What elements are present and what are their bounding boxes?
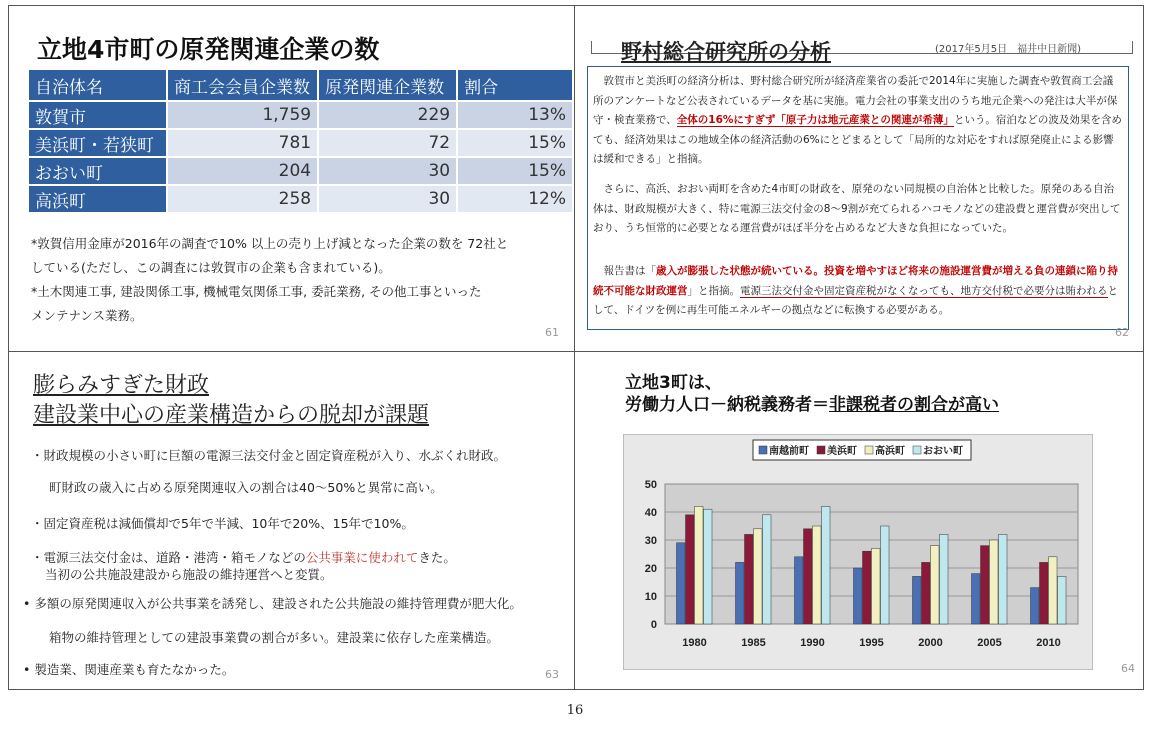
table-row (29, 102, 574, 128)
bar (745, 534, 754, 624)
bar (872, 548, 881, 624)
table-row (29, 186, 574, 212)
bar (763, 515, 772, 624)
bullet-subitem: 当初の公共施設建設から施設の維持運営へと変質。 (45, 567, 333, 582)
footnote-line: メンテナンス業務。 (31, 308, 143, 323)
ratio-cell: 13% (458, 102, 574, 128)
members-cell: 1,759 (168, 102, 319, 128)
subtitle-emphasis: 非課税者の割合が高い (829, 395, 999, 415)
paragraph-text: 敦賀市と美浜町の経済分析は、野村総合研究所が経済産業省の委託で2014年に実施した調査や敦賀商工会議所のアンケートなど公表されているデータを基に実施。電力会社の事業支出のうち地元企業への発注は大半が保守・検査業務で、 (593, 75, 1118, 126)
y-tick-label: 40 (644, 507, 657, 519)
slide-63 (9, 352, 574, 689)
bar (822, 506, 831, 624)
nuclear-cell: 30 (319, 186, 458, 212)
article-paragraph (593, 262, 1123, 321)
column-header: 割合 (458, 70, 574, 100)
paragraph-text: として、ドイツを例に再生可能エネルギーの拠点などに転換する必要がある。 (593, 284, 1118, 316)
nuclear-cell: 229 (319, 102, 458, 128)
slide-title: 立地4市町の原発関連企業の数 (37, 35, 380, 64)
bar (754, 529, 763, 624)
x-tick-label: 2000 (918, 637, 943, 649)
legend-swatch (913, 446, 921, 454)
column-header: 商工会会員企業数 (168, 70, 319, 100)
company-table (29, 68, 574, 214)
ratio-cell: 15% (458, 158, 574, 184)
legend-label: 美浜町 (827, 446, 857, 457)
footnote-line: *土木関連工事, 建設関係工事, 機械電気関係工事, 委託業務, その他工事といった (31, 284, 482, 299)
members-cell: 781 (168, 130, 319, 156)
bar (813, 526, 822, 624)
bar (922, 562, 931, 624)
x-tick-label: 1995 (859, 637, 884, 649)
bar (972, 574, 981, 624)
x-tick-label: 1980 (682, 637, 707, 649)
column-header: 自治体名 (29, 70, 168, 100)
bar (999, 534, 1008, 624)
slide-page-number: 62 (1115, 326, 1129, 339)
bullet-item: ・固定資産税は減価償却で5年で半減、10年で20%、15年で10%。 (31, 516, 414, 531)
legend-swatch (865, 446, 873, 454)
bar (913, 576, 922, 624)
y-tick-label: 30 (644, 535, 657, 547)
bar (931, 546, 940, 624)
y-tick-label: 20 (644, 563, 657, 575)
bar (940, 534, 949, 624)
legend-label: 南越前町 (769, 446, 809, 457)
y-tick-label: 50 (644, 479, 657, 491)
bar (854, 568, 863, 624)
table-row (29, 158, 574, 184)
members-cell: 258 (168, 186, 319, 212)
bar (981, 546, 990, 624)
bar (1049, 557, 1058, 624)
bar (881, 526, 890, 624)
slide-title: 野村総合研究所の分析 (621, 40, 831, 64)
legend-swatch (817, 446, 825, 454)
table-header-row (29, 70, 574, 100)
bar (990, 540, 999, 624)
bar (1058, 576, 1067, 624)
bar (677, 543, 686, 624)
source-citation: (2017年5月5日 福井中日新聞) (935, 44, 1081, 55)
highlighted-text: 公共事業に使われて (305, 550, 419, 565)
slide-page-number: 61 (545, 326, 559, 339)
slide-title: 立地3町は、 (625, 373, 722, 393)
highlighted-text: 歳入が膨張した状態が続いている。投資を増やすほど将来の施設運営費が増える負の連鎖に陥り持続不可能な財政運営 (593, 265, 1118, 297)
slide-grid (8, 5, 1144, 690)
members-cell: 204 (168, 158, 319, 184)
bullet-item: • 多額の原発関連収入が公共事業を誘発し、建設された公共施設の維持管理費が肥大化。 (23, 596, 522, 611)
bullet-text: ・電源三法交付金は、道路・港湾・箱モノなどの (31, 550, 306, 565)
municipality-cell: 美浜町・若狭町 (29, 130, 168, 156)
bar-chart (623, 434, 1093, 670)
subtitle-text: 労働力人口－納税義務者＝ (625, 395, 829, 415)
slide-page-number: 64 (1121, 662, 1135, 675)
municipality-cell: 敦賀市 (29, 102, 168, 128)
slide-subtitle (625, 390, 999, 415)
footnotes (31, 232, 551, 328)
bar (686, 515, 695, 624)
bullet-text: きた。 (418, 550, 456, 565)
bar (795, 557, 804, 624)
x-tick-label: 2010 (1036, 637, 1061, 649)
slide-61 (9, 6, 574, 351)
slide-page-number: 63 (545, 668, 559, 681)
bar (736, 562, 745, 624)
slide-subtitle: 建設業中心の産業構造からの脱却が課題 (33, 403, 430, 428)
bullet-item (31, 548, 456, 566)
footnote-line: している(ただし、この調査には敦賀市の企業も含まれている)。 (31, 260, 391, 275)
paragraph-text: 報告書は「 (603, 265, 656, 277)
slide-64 (575, 352, 1143, 689)
bar (704, 509, 713, 624)
table-row (29, 130, 574, 156)
slide-62 (575, 6, 1143, 351)
ratio-cell: 12% (458, 186, 574, 212)
legend-label: 高浜町 (875, 446, 905, 457)
nuclear-cell: 72 (319, 130, 458, 156)
bar (1031, 588, 1040, 624)
x-tick-label: 1985 (741, 637, 766, 649)
column-header: 原発関連企業数 (319, 70, 458, 100)
bar (863, 551, 872, 624)
footnote-line: *敦賀信用金庫が2016年の調査で10% 以上の売り上げ減となった企業の数を 72社と (31, 236, 509, 251)
y-tick-label: 10 (644, 591, 657, 603)
paragraph-text: という。宿泊などの波及効果を含めても、経済効果はこの地域全体の経済活動の6%にとどまるとして「局所的な対応をすれば原発廃止による影響は緩和できる」と指摘。 (593, 114, 1122, 165)
article-paragraph (593, 72, 1123, 170)
bullet-subitem: 箱物の維持管理としての建設事業費の割合が多い。建設業に依存した産業構造。 (49, 630, 500, 645)
x-tick-label: 1990 (800, 637, 825, 649)
municipality-cell: おおい町 (29, 158, 168, 184)
y-tick-label: 0 (650, 619, 657, 631)
paragraph-text: 」と指摘。 (687, 284, 740, 297)
bullet-subitem: 町財政の歳入に占める原発関連収入の割合は40〜50%と異常に高い。 (49, 480, 443, 495)
bullet-item: • 製造業、関連産業も育たなかった。 (23, 662, 235, 677)
bar (695, 506, 704, 624)
x-tick-label: 2005 (977, 637, 1002, 649)
article-paragraph: さらに、高浜、おおい両町を含めた4市町の財政を、原発のない同規模の自治体と比較した。原発のある自治体は、財政規模が大きく、特に電源三法交付金の8〜9割が充てられるハコモノなどの建設費と運営費が突出しており、うち恒常的に必要となる運営費がほぼ半分を占めるなど大きな負担になっていた。 (593, 183, 1121, 234)
underlined-text: 電源三法交付金や固定資産税がなくなっても、地方交付税で必要分は賄われる (740, 284, 1108, 297)
bar (1040, 562, 1049, 624)
municipality-cell: 高浜町 (29, 186, 168, 212)
slide-title: 膨らみすぎた財政 (33, 373, 210, 398)
document-page-number: 16 (566, 703, 584, 718)
bar (804, 529, 813, 624)
bullet-item: ・財政規模の小さい町に巨額の電源三法交付金と固定資産税が入り、水ぶくれ財政。 (31, 448, 507, 463)
nuclear-cell: 30 (319, 158, 458, 184)
legend-label: おおい町 (923, 446, 963, 457)
legend-swatch (759, 446, 767, 454)
highlighted-text: 全体の16%にすぎず「原子力は地元産業との関連が希薄」 (676, 114, 954, 126)
ratio-cell: 15% (458, 130, 574, 156)
